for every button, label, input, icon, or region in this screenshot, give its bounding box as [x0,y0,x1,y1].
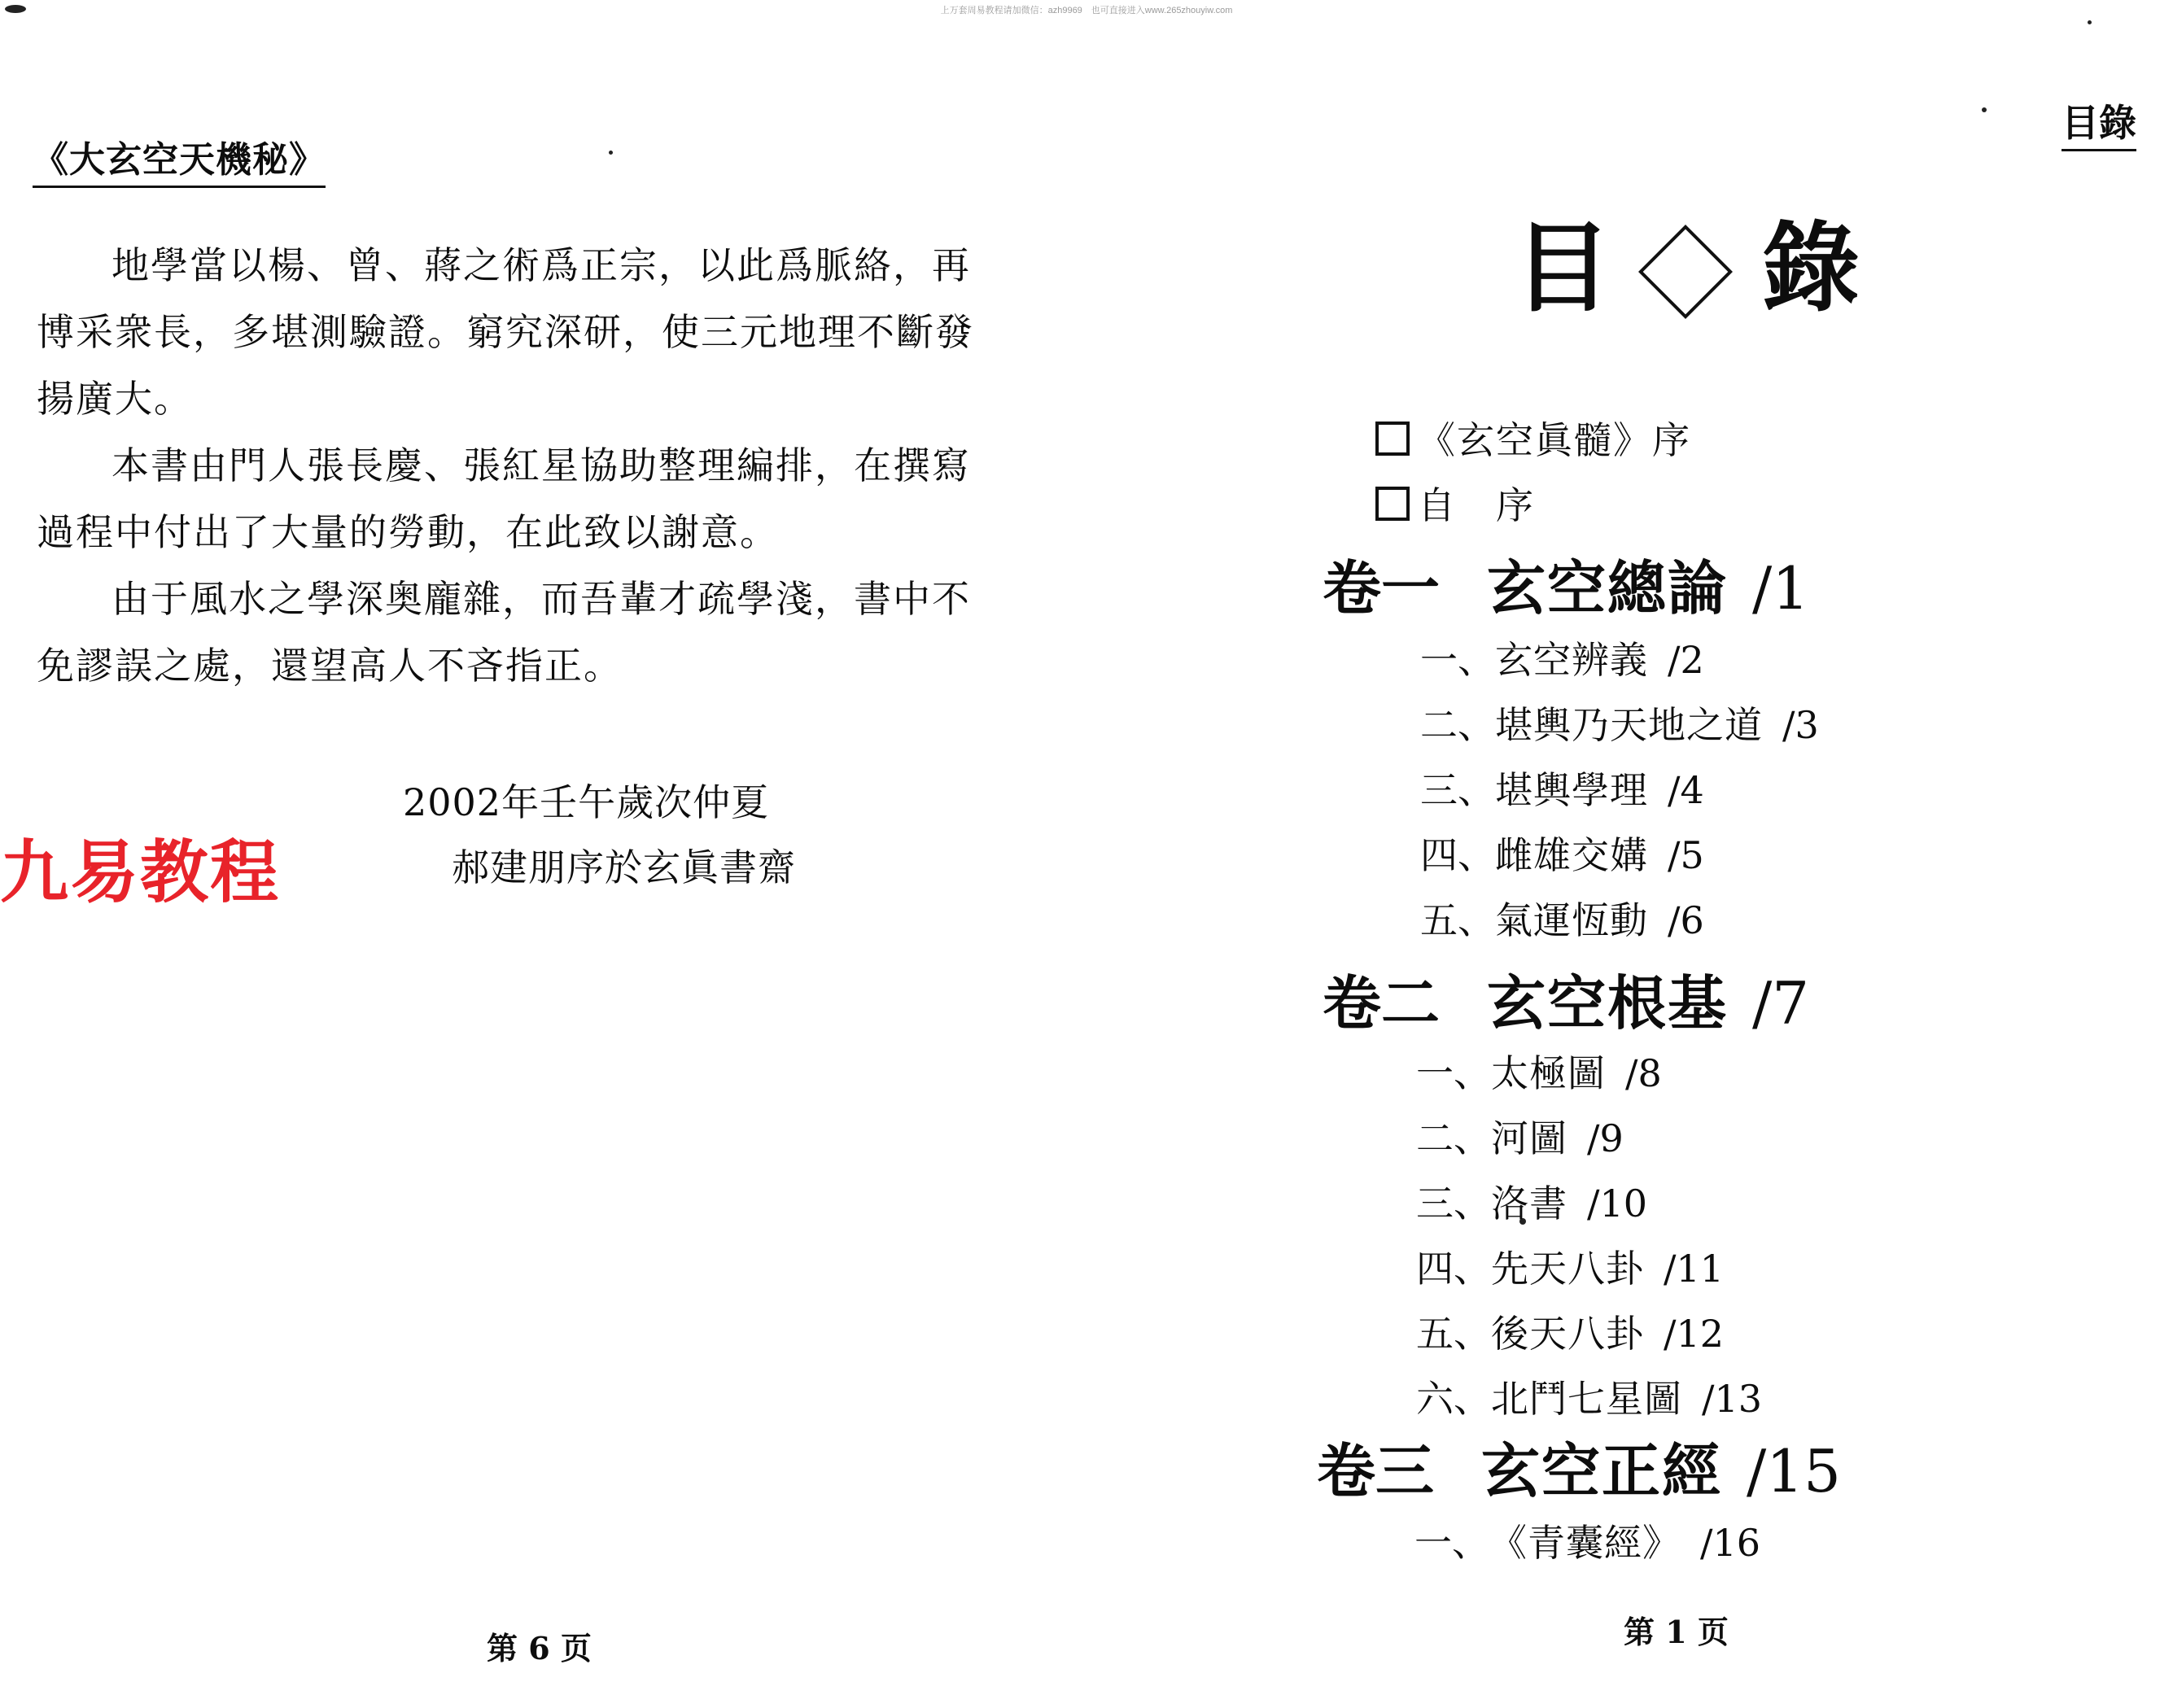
toc-section-number: 一、 [1416,1051,1491,1095]
toc-front-item [1375,476,1535,530]
toc-section-page: /12 [1664,1312,1725,1356]
toc-section-title: 堪輿乃天地之道 [1495,703,1763,747]
toc-section-page: /6 [1668,898,1704,942]
toc-front-title: 自 序 [1418,483,1535,527]
toc-section-title: 雌雄交媾 [1495,833,1648,877]
toc-section-title: 太極圖 [1491,1051,1606,1095]
toc-section-number: 二、 [1416,1116,1491,1160]
toc-section-number: 五、 [1416,1312,1491,1356]
preface-paragraph: 本書由門人張長慶、張紅星協助整理編排，在撰寫過程中付出了大量的勞動，在此致以謝意。 [37,443,971,554]
toc-section-page: /4 [1668,768,1704,812]
toc-section-page: /2 [1668,638,1704,682]
toc-volume [1317,1424,1841,1509]
toc-front-title: 《玄空眞髓》序 [1418,418,1691,462]
top-watermark: 上万套周易教程请加微信：azh9969 也可直接进入www.265zhouyiw.com [940,6,1233,15]
toc-title-char: 錄 [1762,211,1860,325]
toc-section-title: 氣運恆動 [1495,898,1648,942]
toc-section-title: 《青囊經》 [1489,1521,1681,1565]
header-tag: 目錄 [2062,94,2136,151]
checkbox-square-icon [1375,422,1410,456]
toc-section-number: 三、 [1420,768,1495,812]
toc-section-page: /13 [1702,1377,1763,1421]
page-number: 第 6 页 [487,1630,592,1667]
toc-front-item [1375,411,1691,465]
toc-section-number: 三、 [1416,1182,1491,1225]
toc-section-number: 一、 [1420,638,1495,682]
preface-paragraph: 由于風水之學深奥龐雜，而吾輩才疏學淺，書中不免謬誤之處，還望高人不吝指正。 [37,577,971,688]
toc-section-number: 六、 [1416,1377,1491,1421]
toc-section-title: 先天八卦 [1491,1247,1644,1291]
toc-section-number: 五、 [1420,898,1495,942]
checkbox-square-icon [1375,487,1410,521]
toc-section [1416,1239,1724,1293]
preface-paragraph: 地學當以楊、曾、蔣之術爲正宗，以此爲脈絡，再博采衆長，多堪測驗證。窮究深研，使三元地理不斷發揚廣大。 [37,243,974,421]
red-watermark: 九易教程 [0,832,281,912]
toc-section [1416,1044,1662,1098]
left-page [0,0,1086,1708]
table-of-contents [1086,0,2173,1708]
toc-section-number: 二、 [1420,703,1495,747]
toc-section-title: 後天八卦 [1491,1312,1644,1356]
book-title: 《大玄空天機秘》 [33,130,326,188]
signature-date: 2002年壬午歲次仲夏 [403,780,770,824]
toc-volume-page: /7 [1752,969,1810,1037]
toc-volume-page: /1 [1752,554,1810,622]
toc-section [1416,1304,1724,1358]
toc-section [1420,761,1704,815]
toc-title-char: 目 [1514,211,1611,325]
toc-section-title: 北鬥七星圖 [1491,1377,1682,1421]
toc-volume-label: 卷二 [1323,968,1441,1037]
toc-section-title: 玄空辨義 [1495,638,1648,682]
toc-section [1420,696,1819,749]
toc-volume [1323,956,1809,1041]
toc-volume-title: 玄空正經 [1481,1436,1723,1505]
toc-section-title: 堪輿學理 [1495,768,1648,812]
toc-volume-label: 卷一 [1323,553,1441,622]
toc-section [1420,631,1704,684]
toc-section-page: /8 [1625,1051,1662,1095]
toc-section-title: 洛書 [1491,1182,1567,1225]
preface-text [37,232,997,699]
toc-section-page: /16 [1700,1521,1761,1565]
toc-section-number: 四、 [1416,1247,1491,1291]
toc-section-page: /10 [1587,1182,1648,1225]
toc-section [1416,1174,1647,1228]
toc-volume-label: 卷三 [1317,1436,1435,1505]
toc-volume-title: 玄空總論 [1487,553,1729,622]
toc-section [1420,891,1704,945]
toc-section-page: /9 [1587,1116,1624,1160]
toc-section-page: /5 [1668,833,1704,877]
toc-section [1416,1109,1624,1163]
toc-volume-page: /15 [1747,1437,1841,1505]
toc-section-page: /3 [1782,703,1819,747]
toc-section [1416,1369,1762,1423]
toc-section [1414,1514,1760,1567]
toc-volume [1323,541,1809,626]
toc-section-number: 一、 [1414,1521,1489,1565]
toc-volume-title: 玄空根基 [1487,968,1729,1037]
page-number: 第 1 页 [1624,1614,1729,1650]
toc-section-page: /11 [1664,1247,1725,1291]
right-page [1086,0,2173,1708]
toc-section-number: 四、 [1420,833,1495,877]
toc-section-title: 河圖 [1491,1116,1567,1160]
toc-section [1420,826,1704,880]
signature-name: 郝建朋序於玄眞書齋 [452,845,796,889]
